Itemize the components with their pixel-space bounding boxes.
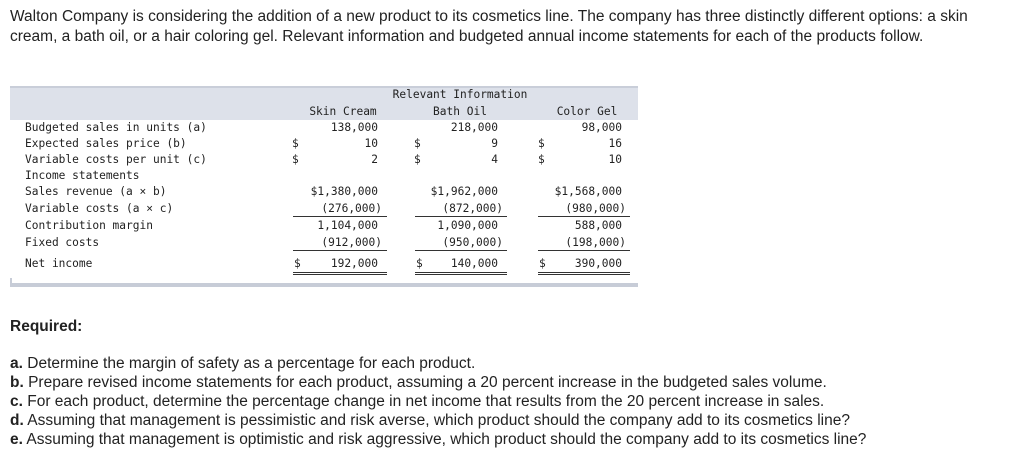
item-text: Prepare revised income statements for each product, assuming a 20 percent increase in the budgeted sales volume. (28, 374, 827, 391)
table-cell: 98,000 (581, 121, 622, 134)
relevant-information-table (10, 86, 638, 286)
table-cell: 4 (491, 153, 498, 166)
table-cell: 10 (608, 153, 622, 166)
table-cell: (912,000) (321, 236, 382, 249)
table-cell: 16 (608, 137, 622, 150)
currency-sign: $ (414, 153, 421, 166)
underline (415, 250, 507, 251)
underline (538, 250, 630, 251)
double-underline (415, 274, 507, 275)
double-underline (538, 274, 630, 275)
table-footer-band (10, 283, 638, 287)
double-underline (293, 274, 387, 275)
double-underline (538, 272, 630, 273)
list-item (10, 411, 1015, 430)
row-label: Expected sales price (b) (25, 137, 187, 150)
row-label: Variable costs (a × c) (25, 202, 174, 215)
table-cell: (198,000) (565, 236, 626, 249)
underline (538, 216, 630, 217)
table-cell: 1,090,000 (437, 219, 498, 232)
table-cell: 10 (364, 137, 378, 150)
table-cell: 390,000 (574, 257, 622, 270)
row-label: Budgeted sales in units (a) (25, 121, 207, 134)
list-item (10, 392, 1015, 411)
currency-sign: $ (538, 153, 545, 166)
table-cell: 192,000 (330, 257, 378, 270)
required-list (10, 354, 1015, 449)
currency-sign: $ (292, 137, 299, 150)
row-label: Income statements (25, 169, 140, 182)
table-footer-edge (10, 278, 12, 287)
table-cell: 1,104,000 (317, 219, 378, 232)
row-label: Net income (25, 257, 93, 270)
double-underline (293, 272, 387, 273)
table-cell: $1,568,000 (554, 185, 622, 198)
underline (293, 216, 387, 217)
table-cell: $1,962,000 (430, 185, 498, 198)
item-text: Determine the margin of safety as a percentage for each product. (27, 355, 476, 372)
row-label: Contribution margin (25, 219, 153, 232)
table-cell: $1,380,000 (310, 185, 378, 198)
table-cell: (980,000) (565, 202, 626, 215)
currency-sign: $ (539, 257, 546, 270)
item-letter: c. (10, 393, 23, 410)
item-text: Assuming that management is optimistic and risk aggressive, which product should the company add to its cosmetics line? (26, 431, 867, 448)
row-label: Variable costs per unit (c) (25, 153, 207, 166)
item-letter: d. (10, 412, 24, 429)
double-underline (415, 272, 507, 273)
table-cell: 140,000 (450, 257, 498, 270)
column-header-skin-cream: Skin Cream (309, 105, 377, 118)
table-title: Relevant Information (392, 88, 528, 101)
table-cell: 2 (371, 153, 378, 166)
list-item (10, 430, 1015, 449)
currency-sign: $ (416, 257, 423, 270)
item-letter: a. (10, 355, 23, 372)
item-letter: e. (10, 431, 23, 448)
table-cell: 9 (491, 137, 498, 150)
table-cell: (276,000) (321, 202, 382, 215)
table-cell: 138,000 (330, 121, 378, 134)
row-label: Sales revenue (a × b) (25, 185, 167, 198)
row-label: Fixed costs (25, 236, 100, 249)
list-item (10, 354, 1015, 373)
intro-paragraph: Walton Company is considering the addition of a new product to its cosmetics line. The company has three distinctly different options: a skin cream, a bath oil, or a hair coloring gel. Relevant information and budgeted annual income statements for each of the products follow. (10, 8, 968, 45)
table-cell: 588,000 (574, 219, 622, 232)
item-text: For each product, determine the percentage change in net income that results from the 20 percent increase in sales. (27, 393, 825, 410)
currency-sign: $ (538, 137, 545, 150)
table-cell: (872,000) (442, 202, 503, 215)
item-letter: b. (10, 374, 24, 391)
item-text: Assuming that management is pessimistic and risk averse, which product should the company add to its cosmetics line? (27, 412, 850, 429)
column-header-color-gel: Color Gel (556, 105, 618, 118)
underline (415, 216, 507, 217)
currency-sign: $ (414, 137, 421, 150)
list-item (10, 373, 1015, 392)
table-cell: (950,000) (442, 236, 503, 249)
table-cell: 218,000 (450, 121, 498, 134)
currency-sign: $ (294, 257, 301, 270)
currency-sign: $ (292, 153, 299, 166)
underline (293, 250, 387, 251)
required-heading: Required: (10, 318, 83, 335)
column-header-bath-oil: Bath Oil (433, 105, 487, 118)
